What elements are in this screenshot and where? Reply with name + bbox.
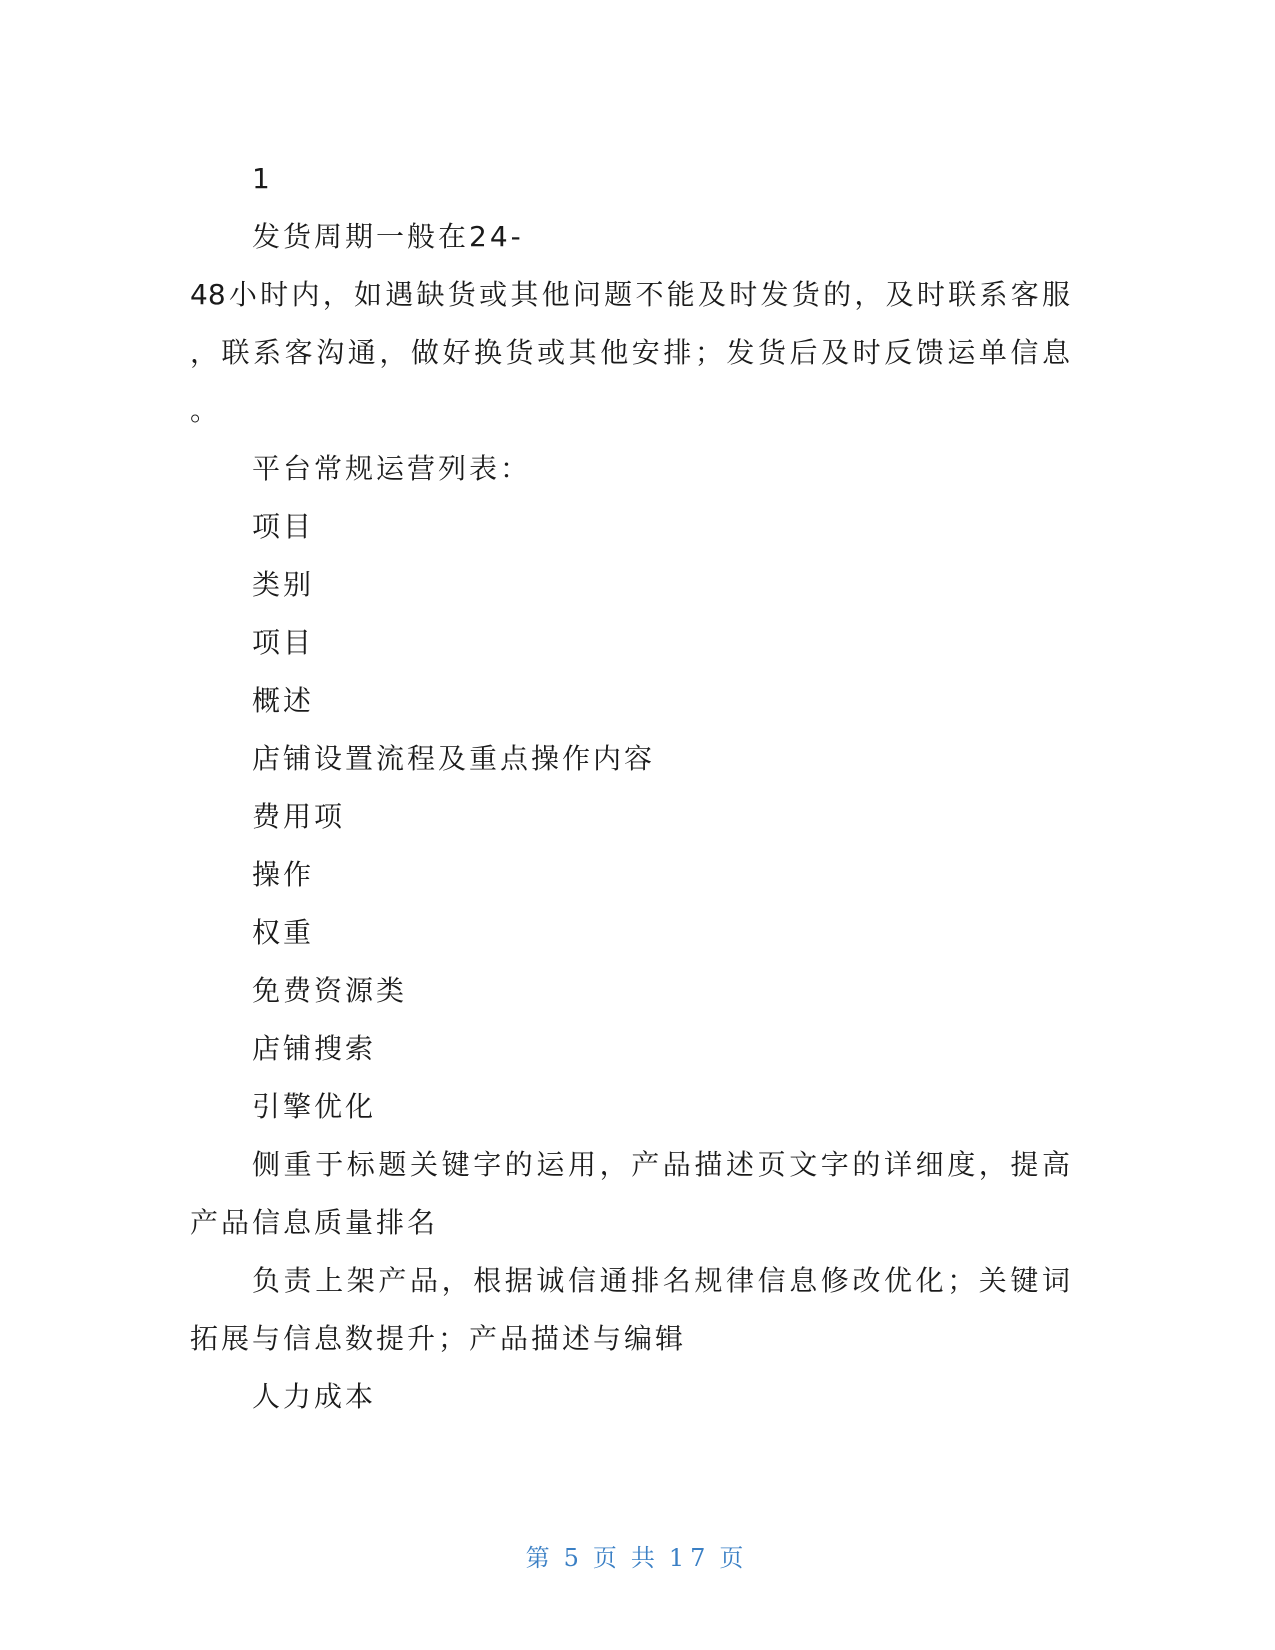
footer-suffix: 页 bbox=[719, 1544, 750, 1572]
list-item: 免费资源类 bbox=[252, 974, 408, 1007]
document-body bbox=[190, 150, 1070, 1426]
list-item: 类别 bbox=[252, 568, 315, 601]
page-footer bbox=[0, 1538, 1275, 1573]
paragraph-line: 。 bbox=[190, 394, 222, 427]
paragraph-line: 发货周期一般在24- bbox=[252, 220, 524, 253]
paragraph-line: 拓展与信息数提升；产品描述与编辑 bbox=[190, 1322, 687, 1355]
paragraph-line: 负责上架产品，根据诚信通排名规律信息修改优化；关键词 bbox=[252, 1264, 1070, 1297]
list-item: 店铺设置流程及重点操作内容 bbox=[252, 742, 656, 775]
current-page-number: 5 bbox=[563, 1544, 585, 1572]
paragraph-line: 侧重于标题关键字的运用，产品描述页文字的详细度，提高 bbox=[252, 1148, 1070, 1181]
paragraph-line: 48小时内，如遇缺货或其他问题不能及时发货的，及时联系客服 bbox=[190, 278, 1070, 311]
list-item: 项目 bbox=[252, 510, 315, 543]
list-item: 引擎优化 bbox=[252, 1090, 377, 1123]
paragraph-line: ，联系客沟通，做好换货或其他安排；发货后及时反馈运单信息 bbox=[190, 336, 1070, 369]
footer-page-word: 页 bbox=[592, 1544, 623, 1572]
paragraph-line: 产品信息质量排名 bbox=[190, 1206, 439, 1239]
list-item: 操作 bbox=[252, 858, 315, 891]
total-page-count: 17 bbox=[668, 1544, 712, 1572]
footer-total-word: 共 bbox=[630, 1544, 661, 1572]
list-item: 店铺搜索 bbox=[252, 1032, 377, 1065]
footer-prefix: 第 bbox=[525, 1544, 556, 1572]
list-item: 项目 bbox=[252, 626, 315, 659]
section-heading: 平台常规运营列表： bbox=[252, 452, 532, 485]
list-item: 权重 bbox=[252, 916, 315, 949]
list-item: 费用项 bbox=[252, 800, 346, 833]
page-marker: 1 bbox=[252, 162, 273, 195]
list-item: 人力成本 bbox=[252, 1380, 377, 1413]
list-item: 概述 bbox=[252, 684, 315, 717]
